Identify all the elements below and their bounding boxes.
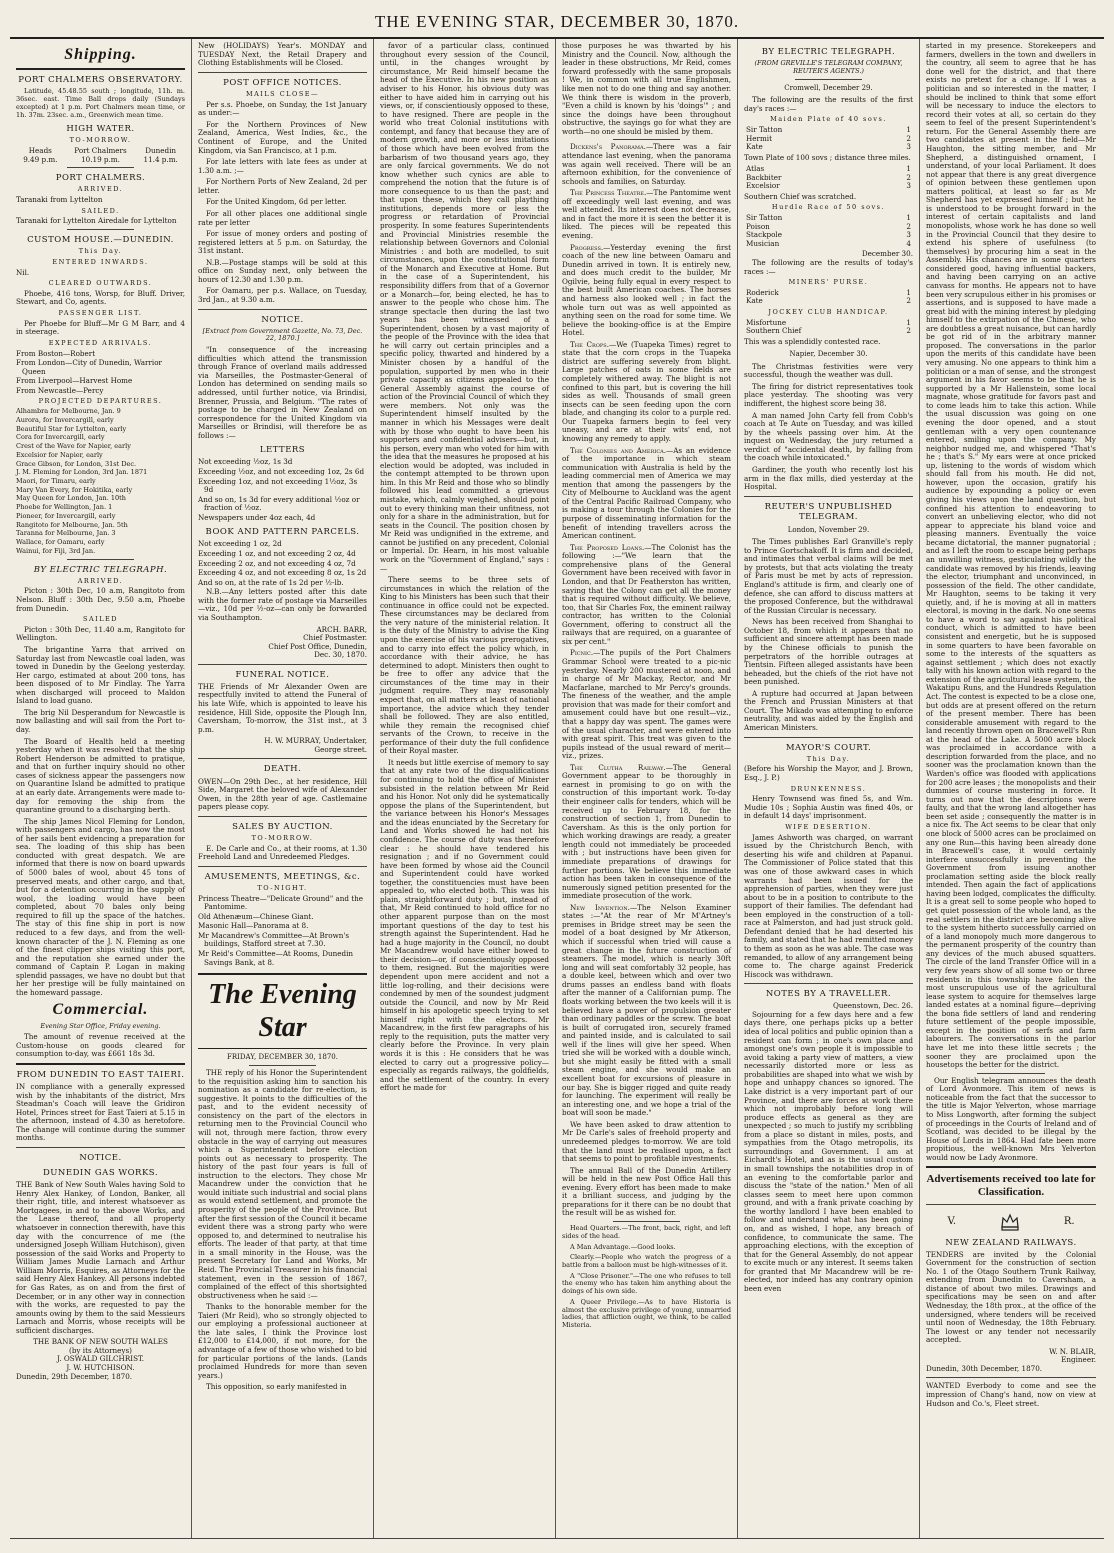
hurdle-race-label: Hurdle Race of 50 sovs.	[771, 203, 886, 212]
news-item-text: —The pupils of the Port Chalmers Grammar School were treated to a pic-nic yesterday. Nearly 200 mustered at noon, and in charge of Mr Mackay, Rector, and Mr Macfarlane, marched to Mr Percy's grounds. The fineness of the weather, and the ample provision that was made for their comfort and amusement could have but one result—viz., that a happy day was spent. The games were of the usual character, and were entered into with great spirit. This treat was given to the pupils instead of the usual reward of merit—viz., prizes.	[562, 648, 731, 761]
napier-dateline: Napier, December 30.	[789, 350, 868, 359]
news-item	[562, 544, 731, 647]
mayor-bench: (Before his Worship the Mayor, and J. Brown, Esq., J. P.)	[744, 764, 913, 782]
shipping-news-paragraph: The ship James Nicol Fleming for London, with passengers and cargo, has now the most of her sails bent evidencing a preparation for sea. The loading of this ship has been conducted with great despatch. We are informed that there is now on board upwards of 5000 bales of wool, about 45 tons of preserved meats, and other cargo, and that, but for a detention occurring in the supply of wool, the loading would have been completed, about 70 bales only being required to fill up the space of the hatches. The stay of this fine ship in port is now reduced to a few days, and from the well-known character of the J. N. Fleming as one of the finest clipper ships visiting this port, and the reputation she earned under the command of Captain P. Logan in making splendid passages, we have no doubt but that her her prestige will be fully maintained on the homeward passage.	[16, 816, 185, 997]
contested-note: This was a splendidly contested race.	[744, 336, 881, 346]
projected-departures-list	[16, 408, 185, 555]
railways-text: TENDERS are invited by the Colonial Government for the construction of section No. 1 of the Otago Southern Trunk Railway, extending from Dunedin to Caversham, a distance of about two miles. Drawings and specifications may be seen on and after Wednesday, the 18th prox., at the office of the undersigned, where tenders will be received until noon of Wednesday, the 18th February. The lowest or any tender not necessarily accepted.	[926, 1249, 1096, 1345]
race-result-row	[744, 143, 913, 152]
projected-departure-item: Crest of the Wave for Napier, early	[16, 442, 131, 451]
dec30-dateline: December 30.	[861, 249, 913, 259]
tomorrow-label: TO-MORROW.	[69, 136, 132, 145]
divider	[67, 229, 135, 230]
result-place: 1	[906, 213, 911, 223]
news-item-text: —The Pantomime went off exceedingly well last evening, and was well attended. Its interest does not decrease, and in fact the more it is seen the better it is liked. The pieces will be repeated this evening.	[562, 188, 731, 241]
cleared-label: CLEARED OUTWARDS.	[48, 279, 153, 288]
amusement-item: Masonic Hall—Panorama at 8.	[198, 921, 309, 931]
result-name: Kate	[746, 296, 763, 306]
maiden-plate-results	[744, 126, 913, 152]
column-5	[738, 39, 920, 1538]
engineer-signature	[926, 1348, 1096, 1365]
today-races-text: The following are the results of today's races :—	[744, 258, 913, 276]
signature-line: J. OSWALD GILCHRIST.	[56, 1354, 145, 1364]
reuter-paragraph: A rupture had occurred at Japan between the French and Prussian Ministers at that Court. The Mikado was attempting to enforce neutrality, and was aided by the English and American Ministers.	[744, 688, 913, 732]
projected-departure-item: May Queen for London, Jan. 10th	[16, 494, 126, 503]
letter-rate-item: Newspapers under 4oz each, 4d	[198, 512, 316, 522]
high-water-time: 9.49 p.m.	[23, 154, 58, 164]
result-place: 2	[906, 326, 911, 336]
royal-crest	[926, 1211, 1096, 1233]
high-water-place: Heads	[28, 146, 52, 156]
signature-line: Chief Postmaster.	[303, 633, 367, 643]
race-result-row	[744, 297, 913, 306]
result-name: Misfortune	[746, 317, 787, 327]
notice-text: "In consequence of the increasing difficulties which attend the transmission through France of overland mails addressed via Marseilles, the Postmaster-General of London has determined on sending mails so addressed, until further notice, via Brindisi, Brenner, Prussia, and Belgium. "The rates of postage to be charged in New Zealand on correspondence for the United Kingdom via Marseilles or Brindisi, will therefore be as follows :—	[198, 345, 367, 440]
projected-departure-item: Pioneer, for Invercargill, early	[16, 511, 116, 520]
gas-works-text: THE Bank of New South Wales having Sold to Henry Alex Hankey, of London, Banker, all their right, title, and interest whatsoever as Mortgagees, in and to the above Works, and the Lease thereof, and all property whatsoever in connection therewith, have this day with the concurrence of me (the undersigned Joseph William Hutchison), given possession of the said Works and Property to William James Mudie Larnach and Arthur William Morris, Esquires, as Attorneys for the said Henry Alex Hankey. All persons indebted for Gas Rates, as on and from the first of December, or in any other way in connection with the works, are requested to pay the amounts owing by them to the said Messieurs Larnach and Morris, whose receipts will be sufficient discharges.	[16, 1180, 186, 1335]
napier-paragraph: Gardiner, the youth who recently lost his arm in the flax mills, died yesterday at the Hospital.	[744, 464, 913, 492]
tel-sailed-label: SAILED	[83, 615, 118, 624]
hurdle-race-results	[744, 214, 913, 248]
customs-heading: CUSTOM HOUSE.—DUNEDIN.	[27, 234, 174, 245]
gas-signature	[16, 1338, 185, 1372]
divider	[744, 983, 913, 984]
traveller-text-continued: started in my presence. Storekeepers and farmers, dwellers in the town and dwellers in the country, all seem to agree that he has done well for the district, and that there exists no pretext for a change. If I was a politician and so interested in the matter, I should be inclined to think that some effort will be necessary to induce the electors to record their votes at all, so certain do they seem to feel of the present Superintendent's return. For the General Assembly there are two candidates at present in the field—Mr Haughton, the sitting member, and Mr Shepherd, a distinguished ornament, I understand, of your local Parliament. It does not appear that there is any great divergence of opinion between these gentlemen upon matters political, at least so far as Mr Shepherd has yet expressed himself ; but he is understood to be brought forward in the interest of certain capitalists and land monopolists, whose work he has done so well in the Provincial Council that they desire to extend his sphere of usefulness (to themselves) by procuring him a seat in the Assembly. His chances are in some quarters considered good, having influential backers, and having been carrying on an active canvass for months. He appears not to have been very scrupulous either in his promises or assertions, and is supposed to have made a great bid with the mining interest by pledging himself to the extirpation of the Chinese, who are doubtless a great nuisance, but can hardly be got rid of in the arbitrary manner proposed. The conversations in the parlor upon the merits of this candidate have been very amusing. No one appears to think him a politician or a man of sense, and the strongest argument in his favor seems to be that he is supported by a Mr Hallenstein, some local magnate, whose gratitude for favors past and to come leads him to take this action. While the usual discussion was going on one evening the door opened, and a stout gentleman with a very open countenance entered, smiling upon the company. My neighbor nudged me, and whispered "That's he ; that's S." My ears were at once pricked up, listening to the words of wisdom which should fall from his mouth. He did not, however, upon the occasion, gratify his audience by expounding a policy or even giving his views upon the land question, but confined his attention to endeavoring to convert an unbelieving elector, who did not appear to appreciate his bland voice and pleasing manners. Eventually the voice became dictatorial, the manner pugnatorial ; and as I left the room to escape being perhaps an unwilling witness, gesticulating wildly the candidate was removed by his friends, leaving the elector, triumphant and unconvinced, in possession of the field. The other candidate, Mr Haughton, seems to be taking it very quietly, and, if he is moving at all in matters electoral, is moving in the dark. No one seems to have a word to say against his political conduct, which is admitted to have been consistent and energetic, but he is supposed in some quarters to have been favorable on some to the interests of the squatters as against settlement ; which does not exactly tally with his known action with regard to the extension of the agricultural lease system, the Wakatipu Runs, and the Hundreds Regulation Act. The contest is expected to be a close one, but odds are at present offered on the return of the present member. There has been considerable amusement with regard to the land recently thrown open on Bracewell's Run at the head of the Lake. A 5000 acre block was proclaimed in accordance with a description forwarded from the place, and no sooner was the proclamation known than the Warden's office was flooded with applications for 200 acre leases ; the monopolists and their dummies of course mustering in force. It turns out now that the descriptions were faulty, and that the wrong land altogether has been set aside ; consequently the matter is in a nice fix. The Act seems to be clear that only one block of 5000 acres can be proclaimed on any one Run—this having been already done in Bracewell's case, it would certainly interfere unsuccessfully in preventing the Government from issuing another proclamation setting aside the block really intended. Then again the fact of applications having been lodged, complicates the difficulty. It is a great sell to some people who hoped to get quiet possession of the whole land, as the real settlers in the district are becoming alive to the system hitherto successfully carried on of a land monopoly much more dangerous to the permanent prosperity of the country than any devices of the much abused squatters. The circle of the land Transfer Office will in a very few years show of all some two or three residents in this township have fallen the most unscrupulous use of the agricultural lease system to acquire for themselves large landed estates at a nominal figure—depriving the bona fide settlers of land and rendering future settlement of the people impossible, except in the position of serfs and farm labourers. The conversations in the parlor have let me into these little secrets ; the sooner they are proclaimed upon the housetops the better for the district.	[926, 41, 1096, 1070]
entered-text: Nil.	[16, 267, 30, 277]
passenger-text: Per Phoebe for Bluff—Mr G M Barr, and 4 in steerage.	[16, 318, 185, 337]
projected-departure-item: J. M. Fleming for London, 3rd Jan. 1871	[16, 468, 148, 477]
signature-line: (by its Attorneys)	[69, 1345, 132, 1355]
projected-departure-item: Taranna for Melbourne, Jan. 3	[16, 529, 116, 538]
race-result-row	[744, 289, 913, 298]
scratched-note: Southern Chief was scratched.	[744, 191, 857, 201]
result-name: Stackpole	[746, 230, 782, 240]
news-item-lead: Dickens's Panorama.	[570, 142, 646, 152]
divider	[67, 559, 135, 560]
book-nb: N.B.—Any letters posted after this date with the former rate of postage via Marseilles—viz., 10d per ½-oz—can only be forwarded via Southampton.	[198, 587, 367, 622]
joke-item: A "Close Prisoner."—The one who refuses to tell the enemy who has taken him anything about the doings of his own side.	[562, 1271, 731, 1296]
column-3	[374, 39, 556, 1538]
queenstown-dateline: Queenstown, Dec. 26.	[833, 1001, 913, 1011]
letter-rate-item: And so on, 1s 3d for every additional ½oz or fraction of ½oz.	[198, 494, 360, 513]
book-parcels-heading: BOOK AND PATTERN PARCELS.	[205, 527, 360, 538]
news-item-text: —The Nelson Examiner states :—"At the rear of Mr M'Artney's premises in Bridge street may be seen the model of a boat designed by Mr Atkerson, which if successful when tried will cause a great change in the future construction of steamers. The model, which is nearly 30ft long and will seat comfortably 32 people, has a double keel, between which and over two drums passes an endless band with floats after the manner of a Californian pump. The floats working between the two keels will it is believed have a power of propulsion greater than ordinary paddles or the screw. The boat is built of corrugated iron, securely framed and painted inside, and is calculated to sail well if the lines will give her speed. When tried she will be worked with a double winch, but she might easily be fitted with a small steam engine, and she would make an excellent boat for excursions of pleasure in our bay. She is bigger rigged and quite ready for launching. The experiment will really be an interesting one, and we hope a trial of the boat will soon be made."	[562, 902, 731, 1118]
letters-rates	[198, 458, 367, 522]
this-day-label: This Day.	[78, 247, 123, 256]
crest-v: V.	[947, 1215, 957, 1227]
high-water-place: Dunedin	[145, 146, 177, 156]
projected-departure-item: Grace Gibson, for London, 31st Dec.	[16, 459, 137, 468]
gas-date: Dunedin, 29th December, 1870.	[16, 1371, 133, 1381]
column-6	[920, 39, 1102, 1538]
news-item	[562, 1167, 731, 1218]
shipping-news-paragraph: The brigantine Yarra that arrived on Saturday last from Newcastle coal laden, was towed in Dunedin by the Geelong yesterday. Her cargo, estimated at about 200 tons, has been disposed of to Mr Findlay. The Yarra when discharged will proceed to Maldon Island to load guano.	[16, 644, 185, 706]
editorial-continued	[380, 42, 549, 1093]
shipping-news-paragraph: The Board of Health held a meeting yesterday when it was resolved that the ship Robert Henderson be admitted to pratique, and that on further inquiry should no other cases of sickness appear the passengers now on Quarantine Island be admitted to pratique at an early date. Arrangements were made to-day for removing the ship from the quarantine ground to a discharging berth.	[16, 736, 185, 815]
projected-label: PROJECTED DEPARTURES.	[38, 397, 163, 406]
post-office-text	[198, 101, 367, 305]
late-ads-heading: Advertisements received too late for Classification.	[926, 1173, 1096, 1199]
result-name: Backbiter	[746, 172, 782, 182]
editorial	[198, 1069, 367, 1392]
high-water-place: Port Chalmers	[74, 146, 127, 156]
projected-departure-item: Alhambra for Melbourne, Jan. 9	[16, 407, 121, 416]
book-rate-item: Exceeding 2 oz, and not exceeding 4 oz, 7d	[198, 558, 356, 568]
commercial-heading: Commercial.	[52, 1001, 149, 1019]
avonmore-text: Our English telegram announces the death of Lord Avonmore. This item of news is noticeable from the fact that the successor to the title is Major Yelverton, whose marriage to Miss Longworth, after forming the subject of proceedings in the Courts of Ireland and of Scotland, was decided to be illegal by the House of Lords in 1864. Had fate been more propitious, the well-known Mrs Yelverton would now be Lady Avonmore.	[926, 1075, 1096, 1162]
town-plate-label: Town Plate of 100 sovs ; distance three miles.	[744, 152, 911, 162]
jockey-club-label: JOCKEY CLUB HANDICAP.	[768, 308, 889, 317]
napier-paragraph: A man named John Carty fell from Cobb's coach at Te Aute on Tuesday, and was killed by the wheels passing over him. At the inquest on Wednesday, the jury returned a verdict of "accidental death, by falling from the coach while intoxicated."	[744, 410, 913, 463]
post-office-paragraph: For issue of money orders and posting of registered letters at 5 p.m. on Saturday, the 31st instant.	[198, 229, 367, 256]
drunkenness-label: DRUNKENNESS.	[790, 784, 867, 793]
news-item-lead: New Invention.	[570, 902, 630, 912]
railways-date: Dunedin, 30th December, 1870.	[926, 1363, 1043, 1373]
result-name: Atlas	[746, 164, 765, 174]
napier-news	[744, 363, 913, 492]
editorial-end: those purposes he was thwarted by his Ministry and the Council. Now, although the leader in these obstructions, Mr Reid, comes forward professedly with the same proposals ! We, in common with all true Englishmen, like men not to do one thing and say another. We think there is wisdom in the proverb, "Even a child is known by his 'doings'" ; and since the doings have been throughout obstructive, the sayings go for what they are worth—no one should be misled by them.	[562, 41, 731, 136]
divider	[67, 167, 135, 168]
result-place: 4	[906, 238, 911, 248]
projected-departure-item: Beautiful Star for Lyttelton, early	[16, 424, 127, 433]
high-water-heading: HIGH WATER.	[66, 124, 135, 135]
divider	[613, 1221, 681, 1222]
book-rates	[198, 540, 367, 587]
railways-heading: NEW ZEALAND RAILWAYS.	[945, 1237, 1077, 1248]
amusements-list	[198, 895, 367, 968]
signature-line: Chief Post Office, Dunedin,	[268, 641, 367, 651]
shipping-news-paragraph: The brig Nil Desperandum for Newcastle is now ballasting and will sail from the Port to-day.	[16, 707, 185, 735]
port-chalmers-heading: PORT CHALMERS.	[55, 173, 146, 184]
funeral-heading: FUNERAL NOTICE.	[235, 669, 330, 680]
projected-departure-item: Wallace, for Oamaru, early	[16, 538, 105, 547]
traveller-text: Sojourning for a few days here and a few days there, one perhaps picks up a better idea of local politics and public opinion than a resident can form ; in one's own place and amongst one's own people it is impossible to avoid taking a party view of matters, a view necessarily distorted more or less as probabilities are shaped into what we wish by hope and unhappy chances so ignored. The Lake district is a very important part of our Province, and there are forces at work there which not improbably before long will produce effects as general as they are unexpected ; so much to justify my scribbling from a place so distant in miles, posts, and sympathies from the Otago metropolis, its surroundings and Government. I am at Eichardt's Hotel, and as is the usual custom in small townships the notabilities drop in of an evening to the comfortable parlor and discuss the "state of the nation." Men of all classes seem to meet here upon common ground, and with a frank private coaching by the worthy landlord I have been enabled to follow and understand what has been going on, and as wished, I hope, any breach of confidence, to communicate the same. The approaching elections, with the exception of that for the General Assembly, do not appear to excite much or any interest. It seems taken for granted that Mr Macandrew will be re-elected, nor indeed has any contrary opinion been even	[744, 1009, 913, 1293]
crest-r: R.	[1063, 1215, 1075, 1227]
tel-arrived-label: ARRIVED.	[77, 576, 124, 585]
news-item-lead: Picnic.	[570, 648, 594, 658]
divider	[198, 72, 367, 73]
race-result-row	[744, 327, 913, 336]
news-item-text: —We (Tuapeka Times) regret to state that the corn crops in the Tuapeka district are suffering severely from blight. Large patches of oats in some fields are completely withered away. The blight is not confined to this part, but is covering the hill sides as well. Thousands of small green insects can be seen feeding upon the corn blade, and changing its color to a purple red. Our Tuapeka farmers begin to feel very uneasy, and are at their wits' end, not knowing any remedy to apply.	[562, 339, 731, 443]
divider	[198, 758, 367, 759]
news-item-lead: The Princess Theatre.	[570, 188, 647, 198]
columns	[10, 39, 1104, 1539]
taieri-text: IN compliance with a generally expressed wish by the inhabitants of the district, Mrs Steadman's Coach will leave the Gridiron Hotel, Princes street for East Taieri at 5.15 in the afternoon, instead of 4.30 as heretofore. The change will continue during the summer months.	[16, 1082, 185, 1143]
gas-works-heading: DUNEDIN GAS WORKS.	[42, 1168, 159, 1179]
gazette-extract: [Extract from Government Gazette, No. 73, Dec. 22, 1870.]	[202, 326, 363, 343]
divider	[16, 68, 185, 70]
result-place: 1	[906, 317, 911, 327]
amusements-heading: AMUSEMENTS, MEETINGS, &c.	[204, 871, 361, 882]
maiden-plate-label: Maiden Plate of 40 sovs.	[770, 115, 887, 124]
result-place: 2	[906, 221, 911, 231]
crown-icon	[999, 1211, 1021, 1233]
signature-line: Dec. 30, 1870.	[314, 650, 367, 660]
news-item-lead: The Proposed Loans.	[570, 542, 645, 552]
mayors-court-heading: MAYOR'S COURT.	[785, 742, 872, 753]
editorial-paragraph: THE reply of his Honor the Superintendent to the requisition asking him to sanction his nomination as a candidate for re-election, is suggestive. It points to the difficulties of the past, and to the evident necessity of consistency on the part of the electors in returning men to the Provincial Council who will not, through mere faction, throw every obstacle in the way of carrying out measures which a Superintendent before election points out as necessary to prosperity. The history of the past four years is full of instruction to the electors. They chose Mr Macandrew under the conviction that he would initiate such industrial and social plans as would extend settlement, and promote the prosperity of the people of the Province. But after the first session of the Council it became evident there was a strong party who were opposed to, and determined to neutralise his efforts. The leader of that party, at that time in a small minority in the House, was the present Secretary for Land and Works, Mr Reid. The Provincial Treasurer in his financial statement, even in the session of 1867, complained of the effect of this shortsighted obstructiveness when he said :—	[198, 1068, 367, 1300]
result-place: 3	[906, 181, 911, 191]
news-item-text: —The General Government appear to be thoroughly in earnest in promising to go on with the construction of this important work. To-day their engineer calls for tenders, which will be received up to February 18, for the construction of section 1, from Dunedin to Caversham. As this is the only portion for which working drawings are ready, a greater length could not immediately be proceeded with ; but instructions have been given for immediate preparations of drawings for further portions. We believe this immediate action has been taken in consequence of the numerously signed petition presented for the immediate prosecution of the work.	[562, 762, 731, 901]
result-name: Sir Tatton	[746, 213, 783, 223]
result-place: 2	[906, 172, 911, 182]
news-item	[562, 244, 731, 338]
high-water-time: 10.19 p.m.	[81, 154, 120, 164]
projected-departure-item: Mary Van Every, for Hokitika, early	[16, 485, 133, 494]
amusement-item: Mr Reid's Committee—At Rooms, Dunedin Savings Bank, at 8.	[198, 948, 354, 967]
high-water-time: 11.4 p.m.	[143, 154, 178, 164]
town-plate-results	[744, 165, 913, 191]
news-item	[562, 189, 731, 240]
result-place: 2	[906, 133, 911, 143]
taieri-heading: FROM DUNEDIN TO EAST TAIERI.	[16, 1069, 185, 1080]
divider	[198, 664, 367, 665]
sailed-text: Taranaki for Lyttelton Airedale for Lyttelton	[16, 216, 177, 226]
projected-departure-item: Maori, for Timaru, early	[16, 476, 96, 485]
news-item	[562, 447, 731, 541]
amusement-item: Princess Theatre—"Delicate Ground" and the Pantomime.	[198, 893, 364, 912]
projected-departure-item: Wainui, for Fiji, 3rd Jan.	[16, 546, 96, 555]
traveller-heading: NOTES BY A TRAVELLER.	[765, 989, 892, 1000]
news-item-text: We have been asked to draw attention to Mr De Carle's sales of freehold property and unredeemed pledges to-morrow. We are told that the land must be realised upon, a fact that seems to point to profitable investments.	[562, 1119, 731, 1164]
reuter-paragraph: News has been received from Shanghai to October 18, from which it appears that no sufficient and sincere attempt has been made by the Chinese officials to punish the perpetrators of the horrible outrages at Tientsin. Fifteen alleged assistants have been beheaded, but the chiefs of the riot have not been punished.	[744, 617, 913, 687]
funeral-text: THE Friends of Mr Alexander Owen are respectfully invited to attend the Funeral of his late Wife, which is appointed to leave his residence, Hill Side, opposite the Plough Inn, Caversham, To-morrow, the 31st inst., at 3 p.m.	[198, 681, 367, 734]
cromwell-dateline: Cromwell, December 29.	[784, 83, 873, 92]
death-heading: DEATH.	[263, 764, 302, 775]
editorial-paragraph: This opposition, so early manifested in	[206, 1382, 347, 1392]
result-place: 3	[906, 142, 911, 152]
sales-heading: SALES BY AUCTION.	[232, 821, 333, 832]
post-office-paragraph: For Northern Ports of New Zealand, 2d per letter.	[198, 177, 367, 195]
projected-departure-item: Aurora, for Invercargill, early	[16, 415, 114, 424]
post-office-paragraph: N.B.—Postage stamps will be sold at this office on Sunday next, only between the hours of 12.30 and 1.30 p.m.	[198, 257, 367, 284]
divider	[16, 1147, 185, 1148]
result-name: Southern Chief	[746, 326, 802, 336]
result-place: 2	[906, 296, 911, 306]
signature-line: THE BANK OF NEW SOUTH WALES	[33, 1337, 168, 1347]
result-place: 1	[906, 287, 911, 297]
post-office-paragraph: For late letters with late fees as under at 1.30 a.m. ;—	[198, 157, 367, 175]
napier-paragraph: The Christmas festivities were very successful, though the weather was dull.	[744, 361, 913, 380]
reuter-heading: REUTER'S UNPUBLISHED TELEGRAM.	[764, 501, 893, 522]
entered-label: ENTERED INWARDS.	[52, 257, 149, 266]
signature-line: H. W. MURRAY, Undertaker,	[264, 736, 367, 746]
letter-rate-item: Exceeding 1oz, and not exceeding 1½oz, 3s 9d	[198, 476, 358, 495]
signature-line: ARCH. BARR,	[316, 624, 367, 634]
expected-arrivals-list	[16, 350, 185, 396]
drunkenness-text: Henry Townsend was fined 5s, and Wm. Mudie 10s ; Sophia Austin was fined 40s, or in default 14 days' imprisonment.	[744, 794, 913, 821]
signature-line: W. N. BLAIR,	[1049, 1346, 1096, 1356]
divider	[926, 1204, 1096, 1205]
divider	[795, 79, 863, 80]
london-dateline: London, November 29.	[787, 525, 870, 534]
notice-heading: NOTICE.	[261, 314, 304, 325]
mails-close-label: MAILS CLOSE—	[245, 90, 320, 99]
wife-desertion-text: James Ashworth was charged, on warrant issued by the Christchurch Bench, with deserting his wife and children at Papanui. The Commissioner of Police stated that this was one of those awkward cases in which warrants had been issued for the apprehension of parties, when they were just about to be in a position to contribute to the support of their families. The defendant had been employed in the construction of a toll-race at Palmerston, and had just struck gold. Defendant denied that he had deserted his family, and stated that he had remitted money to them as soon as he was able. The case was remanded, to allow of any arrangement being come to. The charge against Frederick Hiscock was withdrawn.	[744, 832, 913, 979]
divider	[977, 1073, 1045, 1074]
result-place: 1	[906, 124, 911, 134]
joke-item: A Queer Privilege.—As to have Historia is almost the exclusive privilege of young, unmarried ladies, that affliction ought, we think, to be called Misteria.	[562, 1297, 731, 1330]
book-rate-item: And so on, at the rate of 1s 2d per ½-lb.	[198, 577, 344, 587]
post-office-paragraph: For Oamaru, per p.s. Wallace, on Tuesday, 3rd Jan., at 9.30 a.m.	[198, 286, 367, 304]
news-item-lead: The Clutha Railway.	[570, 762, 666, 772]
editorial-paragraph: It needs but little exercise of memory to say that at any rate two of the disqualifications for continuing to hold the office of Minister subsisted in the relation between Mr Reid and his Honor. Not only did he systematically oppose the plans of the Superintendent, but the variance between his Honor's Messages and the ideas enunciated by the Secretary for Land and Works showed he had not his confidence. The course of duty was therefore clear : he should have tendered his resignation ; and if no Government could have been formed by whose aid the Council and Superintendent could have worked together, the constituencies must have been appealed to, who elected both. This was his plain, straightforward duty ; but, instead of that, Mr Reid continued to hold office for no other apparent purpose than on the most important questions of the day to test his strength against the Superintendent. Had he had a huge majority in the Council, no doubt Mr Macandrew would have either bowed to their decision—or, if conscientiously opposed to them, resigned. But the majorities were dependent upon mere accident and not a little log-rolling, and their decisions were condemned by men of the soundest judgment outside the Council, and now by Mr Reid himself in his apologetic speech trying to set himself right with the electors. Mr Macandrew, in the first few paragraphs of his reply to the requisition, puts the matter very clearly before the Province. In very plain words it is this : He considers that he was elected to carry out a progressive policy—especially as regards railways, the goldfields, and the settlement of the country. In every effort he made for	[380, 757, 549, 1093]
divider	[16, 1063, 185, 1065]
result-name: Kate	[746, 142, 763, 152]
news-item	[562, 764, 731, 901]
news-item	[562, 904, 731, 1118]
sailed-label: SAILED.	[81, 206, 120, 215]
divider	[198, 309, 367, 310]
telegraph-heading: BY ELECTRIC TELEGRAPH.	[761, 47, 896, 58]
postmaster-signature	[198, 626, 367, 660]
book-rate-item: Not exceeding 1 oz, 2d	[198, 539, 282, 549]
expected-label: EXPECTED ARRIVALS.	[48, 338, 153, 347]
result-name: Roderick	[746, 287, 779, 297]
death-text: OWEN—On 29th Dec., at her residence, Hill Side, Margaret the beloved wife of Alexander Owen, in the 28th year of age. Castlemaine papers please copy.	[198, 776, 367, 812]
divider	[613, 139, 681, 140]
projected-departure-item: Phoebe for Wellington, Jan. 1	[16, 503, 113, 512]
holiday-notice: New (HOLIDAYS) Year's. MONDAY and TUESDAY Next, the Retail Drapery and Clothing Establishments will be Closed.	[198, 41, 367, 68]
expected-arrival-item: From Liverpool—Harvest Home	[16, 376, 133, 386]
column-1	[10, 39, 192, 1538]
joke-item: Clearly.—People who watch the progress of a battle from a balloon must be high-witnesses of it.	[562, 1253, 731, 1269]
divider	[744, 737, 913, 738]
paper-dateline: FRIDAY, DECEMBER 30, 1870.	[227, 1052, 338, 1061]
divider	[926, 1377, 1096, 1378]
wanted-ad: WANTED Everbody to come and see the impression of Chang's hand, now on view at Hudson and Co.'s, Fleet street.	[926, 1381, 1096, 1408]
arrived-label: ARRIVED.	[77, 185, 124, 194]
editorial-paragraph: There seems to be three sets of circumstances in which the relation of the King to his Ministers has been such that their continuance in office could not be expected. These circumstances may be declared from the very nature of the ministerial relation. It is the duty of the Ministry to advise the King upon the exercise of his various prerogatives, and to carry into effect the policy which, in accordance with their advice, he has determined to adopt. Ministers then ought to be free to offer any advice that the circumstances of the time may in their judgment require. They may reasonably expect that, on all matters at least of national importance, the advice which they tender shall be followed. They are also entitled, while they remain the recognised chief servants of the Crown, to receive in the performance of their duty the full confidence of their Royal master.	[380, 575, 549, 756]
news-item-lead: The Crops.	[570, 339, 609, 349]
news-item-text: —Yesterday evening the first coach of the new line between Oamaru and Dunedin arrived in town. It is entirely new, and does much credit to the builder, Mr Ogilvie, being fully equal in every respect to the best built American coaches. The horses and harness also looked well ; in fact the whole turn out was as well appointed as anything seen on the road for some time. We believe the booking-office is at the Empire Hotel.	[562, 242, 731, 338]
miners-purse-results	[744, 289, 913, 306]
passenger-label: PASSENGER LIST.	[58, 308, 143, 317]
news-item-text: —There was a fair attendance last evening, when the panorama was again well received. There will be an afternoon exhibition, for the convenience of schools and families, on Saturday.	[562, 142, 731, 186]
race-result-row	[744, 182, 913, 191]
amusement-item: Old Athenæum—Chinese Giant.	[198, 911, 314, 921]
column-4	[556, 39, 738, 1538]
reuter-news	[744, 538, 913, 732]
book-rate-item: Exceeding 4 oz, and not exceeding 8 oz, 1s 2d	[198, 568, 367, 578]
result-place: 1	[906, 164, 911, 174]
news-item-text: —The Colonist has the following :—"We learn that the comprehensive plans of the General Government have been received with favor in London, and that Dr Featherston has written, saying that the Colony can get all the money that is required without difficulty. We believe, too, that Sir Charles Fox, the eminent railway contractor, has written to the Colonial Government, offering to construct all the railways that are required, on a guarantee of six per cent."	[562, 542, 731, 646]
news-item	[562, 143, 731, 186]
commercial-text: The amount of revenue received at the Custom-house on goods cleared for consumption to-day, was £661 18s 3d.	[16, 1032, 185, 1059]
expected-arrival-item: From London—City of Dunedin, Warrior Queen	[16, 358, 162, 376]
projected-departure-item: Cora for Invercargill, early	[16, 433, 105, 442]
letter-rate-item: Exceeding ½oz, and not exceeding 1oz, 2s 6d	[198, 467, 365, 476]
post-office-paragraph: Per s.s. Phoebe, on Sunday, the 1st January as under:—	[198, 99, 367, 118]
napier-paragraph: The firing for district representatives took place yesterday. The shooting was very indifferent, the highest score being 38.	[744, 381, 913, 409]
result-name: Sir Tatton	[746, 124, 783, 134]
race-result-row	[744, 135, 913, 144]
post-office-paragraph: For the United Kingdom, 6d per letter.	[206, 197, 347, 207]
signature-line: George street.	[314, 744, 367, 754]
news-item-text: —As an evidence of the importance in which steam communication with Australia is held by the leading commercial men of America we may mention that among the passengers by the City of Melbourne to Auckland was the agent of the Central Pacific Railroad Company, who is making a tour through the Colonies for the purpose of disseminating information for the benefit of intending travellers across the American continent.	[562, 445, 731, 541]
projected-departure-item: Rangitoto for Melbourne, Jan. 5th	[16, 520, 128, 529]
news-item	[562, 341, 731, 444]
joke-item: A Man Advantage.—Good looks.	[570, 1242, 676, 1251]
divider	[744, 496, 913, 497]
letters-heading: LETTERS	[259, 445, 306, 456]
telegraph-source: (FROM GREVILLE'S TELEGRAM COMPANY, REUTER'S AGENTS.)	[754, 59, 903, 76]
divider	[249, 1065, 317, 1066]
observatory-text: Latitude, 45.48.55 south ; longitude, 11h. m. 36sec. east. Time Ball drops daily (Sundays excepted) at 1 p.m. Port Chalmers mean time, or 1h. 37m. 23sec. a.m., Greenwich mean time.	[16, 87, 185, 119]
cromwell-text: The following are the results of the first day's races :—	[744, 95, 913, 113]
notice-heading: NOTICE.	[79, 1152, 122, 1163]
expected-arrival-item: From Newcastle—Percy	[16, 385, 104, 395]
amusement-item: Mr Macandrew's Committee—At Brown's buildings, Stafford street at 7.30.	[198, 930, 350, 949]
high-water-table	[16, 147, 185, 164]
post-office-heading: POST OFFICE NOTICES.	[223, 77, 342, 88]
editorial-paragraph: favor of a particular class, continued throughout every session of the Council, until, in the changes wrought by circumstance, Mr Reid himself became the head of the Executive. In his new position as adviser to his Honor, his obvious duty was either to have aided him in carrying out his views, or, if conscientiously opposed to these, to have resigned. There are people in the world who treat Colonial institutions with contempt, and fancy that because they are of modern growth, and more or less imitations of those which have been evolved from the barbarism of two thousand years ago, they are only farcical governments. We do not know whether such cynics are able to comprehend the notion that the future is of more consequence to us than the past; and that upon these, which they call plaything institutions, depends more or less the progress or retardation of Provincial prosperity. In some features Superintendents and Provincial Ministries resemble the relationship between Governors and Colonial Ministries : and both are modelled, to suit circumstances, upon the constitutional form of the Monarch and Executive at Home. But in the case of a Superintendent, his responsibility differs from that of a Governor or a Monarch—for, being elected, he has to answer to the people who chose him. The strange spectacle then during the last two years has been witnessed of a Superintendent, chosen by a vast majority of the people of the Province with the idea that he will carry out certain principles and a specific policy, thwarted and hindered by a Minister chosen by a handful of the population, supported by men who in their private capacity as citizens appealed to the General Assembly against the course of action of the Provincial Council of which they were members. Not only was the Superintendent himself insulted by the manner in which his Messages were dealt with by those who ought to have been his supporters and confidential advisers—but, in his person, every man who voted for him with the idea that the measures he proposed at his election would be adopted, was included in the contempt attempted to be thrown upon him. In this Mr Reid and those who so blindly followed his lead committed a grievous mistake, which, calmly weighed, should point out to every thinking man their unfitness, not only for a share in the administration, but for seats in the Council. The position chosen by Mr Reid was undignified in the extreme, and cannot be justified on any precedent, Colonial or Imperial. Dr. Hearn, in his most valuable work on the "Government of England," says :—	[380, 41, 549, 573]
cleared-text: Phoebe, 416 tons, Worsp, for Bluff. Driver, Stewart, and Co, agents.	[16, 288, 185, 307]
column-2	[192, 39, 374, 1538]
arrived-text: Taranaki from Lyttelton	[16, 195, 103, 205]
divider	[198, 866, 367, 867]
news-item-lead: Progress.	[570, 242, 604, 252]
undertaker-signature	[198, 737, 367, 754]
observatory-heading: PORT CHALMERS OBSERVATORY.	[18, 75, 183, 86]
post-office-paragraph: For the Northern Provinces of New Zealand, America, West Indies, &c., the Continent of Europe, and the United Kingdom, via San Francisco, at 1 p.m.	[198, 119, 367, 155]
wife-desertion-label: WIFE DESERTION.	[785, 822, 872, 831]
telegraph-heading: BY ELECTRIC TELEGRAPH.	[33, 564, 168, 575]
miners-purse-label: MINERS' PURSE.	[788, 278, 869, 287]
news-items	[562, 143, 731, 1218]
letter-rate-item: Not exceeding ½oz, 1s 3d	[198, 457, 293, 467]
signature-line: Engineer.	[1061, 1355, 1096, 1365]
jokes-list	[562, 1225, 731, 1330]
expected-arrival-item: From Boston—Robert	[16, 348, 96, 358]
jockey-club-results	[744, 319, 913, 336]
sales-tomorrow: TO-MORROW.	[251, 833, 314, 842]
reuter-paragraph: The Times publishes Earl Granville's reply to Prince Gortschakoff. It is firm and decided, and intimates that verbal claims will be met by protests, but that acts violating the treaty of Paris must be met by acts of repression. England's attitude is firm, and clearly one of defence, she can afford to discuss matters at the proposed Conference, but the withdrawal of the Russian Circular is necessary.	[744, 537, 913, 615]
news-item	[562, 1121, 731, 1164]
result-name: Hermit	[746, 133, 772, 143]
result-place: 3	[906, 230, 911, 240]
paper-title: The Evening Star	[198, 973, 367, 1049]
post-office-paragraph: For all other places one additional single rate per letter	[198, 208, 367, 227]
editorial-paragraph: Thanks to the honorable member for the Taieri (Mr Reid), who so strongly objected to our employing a professional auctioneer at the late sales, I think the Province lost £12,000 to £14,000, if not more, for the advantage of a few of those who wished to bid for particular portions of the lands. (Lands proclaimed Hundreds for more than seven years.)	[198, 1302, 368, 1380]
news-item-lead: The Colonies and America.	[570, 445, 667, 455]
mayor-this-day: This Day.	[806, 754, 851, 763]
race-result-row	[744, 240, 913, 249]
book-rate-item: Exceeding 1 oz, and not exceeding 2 oz, 4d	[198, 549, 356, 559]
sales-text: E. De Carle and Co., at their rooms, at 1.30 Freehold Land and Unredeemed Pledges.	[198, 843, 367, 862]
shipping-news	[16, 646, 185, 998]
tel-arrived-text: Picton : 30th Dec, 10 a.m, Rangitoto from Nelson. Bluff : 30th Dec, 9.50 a.m, Phoebe from Dunedin.	[16, 586, 185, 613]
commercial-dateline: Evening Star Office, Friday evening.	[40, 1021, 161, 1030]
news-item-text: The annual Ball of the Dunedin Artillery will be held in the new Post Office Hall this evening. Every effort has been made to make it a brilliant success, and judging by the preparations for it there can be no doubt that the result will be as wished for.	[562, 1165, 731, 1218]
tonight-label: TO-NIGHT.	[257, 883, 308, 892]
result-name: Musician	[746, 238, 780, 248]
result-name: Poison	[746, 221, 770, 231]
shipping-heading: Shipping.	[64, 46, 137, 64]
signature-line: J. W. HUTCHISON.	[66, 1363, 135, 1373]
divider	[926, 1166, 1096, 1168]
divider	[198, 816, 367, 817]
masthead: THE EVENING STAR, DECEMBER 30, 1870.	[10, 12, 1104, 39]
joke-item: Head Quarters.—The front, back, right, and left sides of the head.	[562, 1224, 731, 1240]
news-item	[562, 649, 731, 760]
result-name: Excelsior	[746, 181, 780, 191]
projected-departure-item: Excelsior for Napier, early	[16, 450, 103, 459]
tel-sailed-text: Picton : 30th Dec, 11.40 a.m, Rangitoto for Wellington.	[16, 624, 185, 643]
